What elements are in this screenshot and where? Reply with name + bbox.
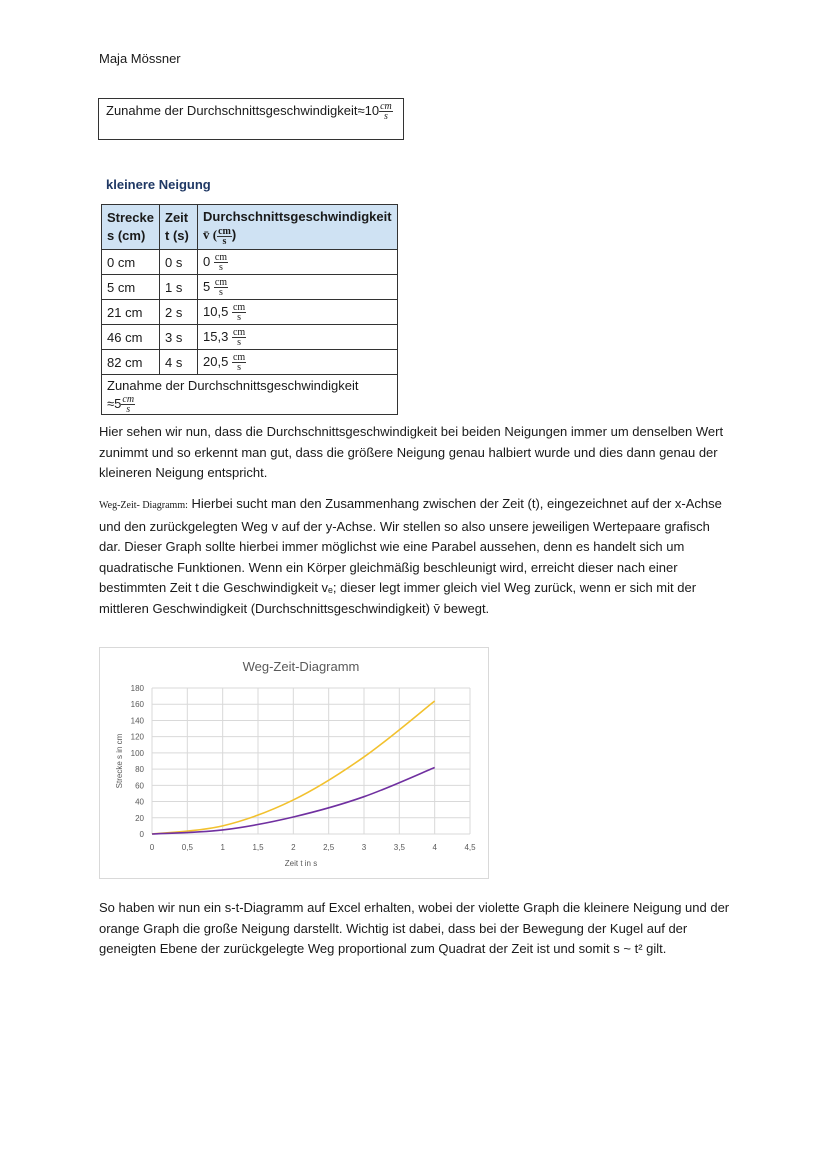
- cell-v: 5 $\frac{cm}{s}$: [198, 275, 398, 300]
- chart-title: Weg-Zeit-Diagramm: [242, 659, 360, 674]
- header-strecke: Strecke s (cm): [102, 205, 160, 250]
- y-tick-label: 40: [135, 797, 144, 807]
- cell-zeit: 2 s: [160, 300, 198, 325]
- x-tick-label: 2: [291, 843, 296, 852]
- y-tick-label: 100: [130, 748, 144, 758]
- data-table: [101, 204, 398, 415]
- header-geschwindigkeit: Durchschnittsgeschwindigkeit v̄ ( $\frac{cm}{s}$ ): [198, 205, 398, 250]
- table-row: [102, 350, 398, 375]
- y-tick-label: 80: [135, 765, 144, 775]
- y-tick-label: 0: [139, 830, 144, 839]
- increase-box-large-slope: [98, 98, 404, 140]
- x-tick-label: 1: [220, 843, 225, 852]
- cell-strecke: 46 cm: [102, 325, 160, 350]
- weg-zeit-chart: [99, 647, 489, 879]
- y-tick-label: 180: [130, 684, 144, 693]
- x-tick-label: 4: [432, 843, 437, 852]
- cell-zeit: 4 s: [160, 350, 198, 375]
- cell-v: 10,5 $\frac{cm}{s}$: [198, 300, 398, 325]
- table-row: [102, 250, 398, 275]
- y-tick-label: 120: [130, 732, 144, 742]
- summary-cell: Zunahme der Durchschnittsgeschwindigkeit ≈5 $\frac{cm}{s}$: [102, 375, 398, 415]
- x-tick-label: 4,5: [464, 843, 476, 852]
- y-tick-label: 140: [130, 716, 144, 726]
- chart-svg: [100, 648, 490, 880]
- cell-strecke: 82 cm: [102, 350, 160, 375]
- cell-v: 0 $\frac{cm}{s}$: [198, 250, 398, 275]
- table-header-row: [102, 205, 398, 250]
- table-row: [102, 300, 398, 325]
- x-tick-label: 2,5: [323, 843, 335, 852]
- table-row: [102, 275, 398, 300]
- y-tick-label: 160: [130, 700, 144, 710]
- x-tick-label: 3: [361, 843, 367, 852]
- y-tick-label: 60: [135, 781, 144, 791]
- cell-zeit: 3 s: [160, 325, 198, 350]
- y-axis-label: Strecke s in cm: [115, 733, 124, 789]
- unit-fraction: $\frac{cm}{s}$: [380, 101, 392, 123]
- table-row: [102, 325, 398, 350]
- cell-strecke: 5 cm: [102, 275, 160, 300]
- x-axis-label: Zeit t in s: [284, 859, 318, 868]
- paragraph-1: Hier sehen wir nun, dass die Durchschnittsgeschwindigkeit bei beiden Neigungen immer um denselben Wert zunimmt und so erkennt man gut, dass die größere Neigung genau halbiert wurde und dies dann genau der kleineren Neigung entspricht.: [99, 424, 724, 480]
- x-tick-label: 0: [149, 843, 155, 852]
- author-name: Maja Mössner: [99, 51, 181, 66]
- cell-strecke: 21 cm: [102, 300, 160, 325]
- cell-v: 20,5 $\frac{cm}{s}$: [198, 350, 398, 375]
- x-tick-label: 1,5: [252, 843, 264, 852]
- x-tick-label: 0,5: [181, 843, 193, 852]
- increase-text: Zunahme der Durchschnittsgeschwindigkeit≈10: [106, 103, 380, 118]
- paragraph-2: [99, 494, 731, 619]
- cell-zeit: 0 s: [160, 250, 198, 275]
- y-tick-label: 20: [135, 813, 144, 823]
- cell-zeit: 1 s: [160, 275, 198, 300]
- section-heading: kleinere Neigung: [106, 177, 211, 192]
- cell-strecke: 0 cm: [102, 250, 160, 275]
- table-summary-row: [102, 375, 398, 415]
- x-tick-label: 3,5: [393, 843, 405, 852]
- paragraph-2-body: Hierbei sucht man den Zusammenhang zwischen der Zeit (t), eingezeichnet auf der x-Achse und den zurückgelegten Weg v auf der y-Achse. Wir stellen so also unsere jeweiligen Wertepaare grafisch dar. Dieser Graph sollte hierbei immer möglichst wie eine Parabel aussehen, denn es handelt sich um quadratische Funktionen. Wenn ein Körper gleichmäßig beschleunigt wird, erreicht dieser nach einer bestimmten Zeit t die Geschwindigkeit vₑ; dieser legt immer gleich viel Weg zurück, wenn er sich mit der mittleren Geschwindigkeit (Durchschnittsgeschwindigkeit) v̄ bewegt.: [99, 496, 722, 616]
- paragraph-3: So haben wir nun ein s-t-Diagramm auf Excel erhalten, wobei der violette Graph die kleinere Neigung und der orange Graph die große Neigung darstellt. Wichtig ist dabei, dass bei der Bewegung der Kugel auf der geneigten Ebene der zurückgelegte Weg proportional zum Quadrat der Zeit ist und somit s ~ t² gilt.: [99, 900, 730, 956]
- paragraph-2-lead: Weg-Zeit- Diagramm:: [99, 500, 188, 511]
- header-zeit: Zeit t (s): [160, 205, 198, 250]
- cell-v: 15,3 $\frac{cm}{s}$: [198, 325, 398, 350]
